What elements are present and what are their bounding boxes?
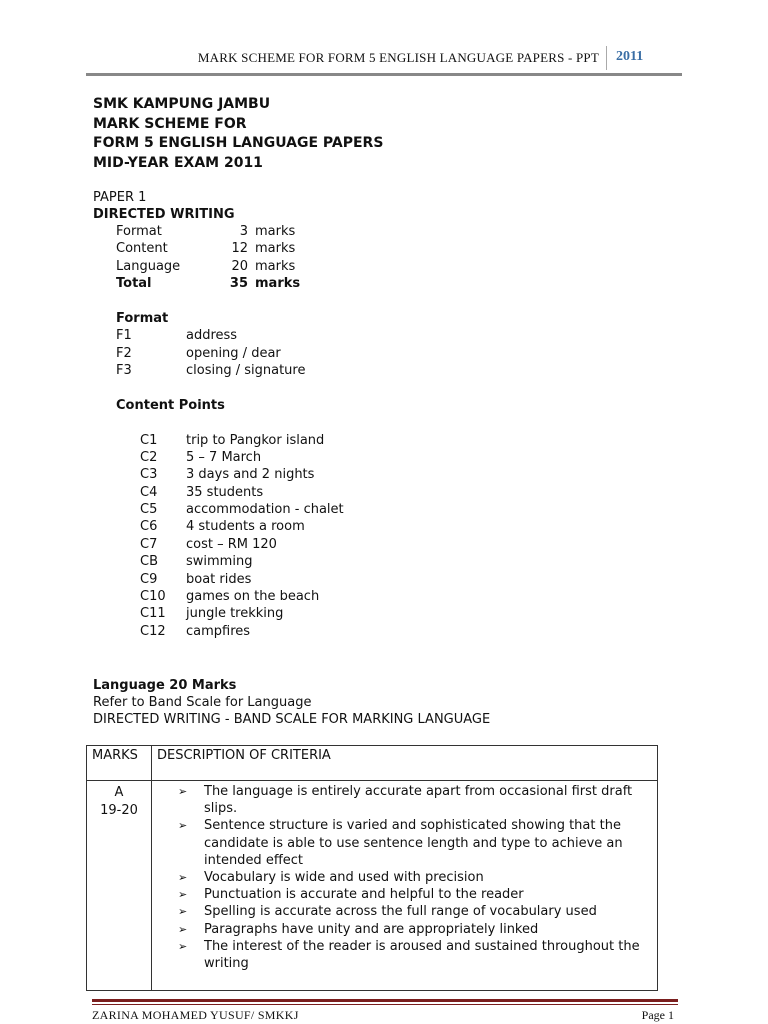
header-year: 2011 [616,49,644,64]
header-title: MARK SCHEME FOR FORM 5 ENGLISH LANGUAGE PAPERS - PPT [197,50,599,65]
content-code: C4 [140,485,158,500]
marks-total-value: 35 [229,276,248,291]
page-number: Page 1 [641,1008,674,1022]
format-text: closing / signature [186,363,306,378]
format-text: opening / dear [186,346,281,361]
page-header [86,44,682,74]
criteria-text: The interest of the reader is aroused and sustained throughout the writing [204,938,640,972]
content-code: C10 [140,589,166,604]
title-line: MARK SCHEME FOR [93,115,247,132]
content-code: C5 [140,502,158,517]
content-points-heading: Content Points [116,398,225,413]
content-text: jungle trekking [186,606,284,621]
content-text: swimming [186,554,253,569]
table-header-row [87,746,658,781]
language-heading: Language 20 Marks [93,678,237,693]
marks-column-header: MARKS [92,748,138,763]
arrow-bullet-icon: ➢ [178,939,188,953]
format-heading: Format [116,311,169,326]
header-divider [606,46,607,70]
criteria-list [152,781,657,972]
marks-unit: marks [255,259,296,274]
document-title [93,95,383,173]
criteria-item [178,783,651,817]
criteria-cell [152,781,658,991]
arrow-bullet-icon: ➢ [178,922,188,936]
grade-cell [87,781,152,991]
marks-label: Language [116,259,181,274]
criteria-text: The language is entirely accurate apart from occasional first draft slips. [204,784,633,817]
criteria-item [178,869,651,886]
format-code: F2 [116,346,132,361]
paper-label: PAPER 1 [93,190,147,205]
content-text: games on the beach [186,589,320,604]
language-refer: Refer to Band Scale for Language [93,695,312,710]
criteria-item [178,921,651,938]
criteria-text: Vocabulary is wide and used with precision [204,870,484,886]
arrow-bullet-icon: ➢ [178,819,188,833]
marks-total-label: Total [116,276,152,291]
marks-value: 3 [239,224,248,239]
title-line: SMK KAMPUNG JAMBU [93,96,271,112]
header-rule [86,73,682,76]
arrow-bullet-icon: ➢ [178,871,188,885]
criteria-text: Sentence structure is varied and sophisticated showing that the candidate is able to use sentence length and type to achieve an intended effect [204,818,623,868]
marks-unit: marks [255,224,296,239]
content-code: C7 [140,537,158,552]
format-code: F1 [116,328,132,343]
criteria-text: Punctuation is accurate and helpful to the reader [204,887,524,903]
content-text: trip to Pangkor island [186,433,325,448]
content-code: C1 [140,433,158,448]
content-text: accommodation - chalet [186,502,344,517]
content-text: 5 – 7 March [186,450,262,465]
content-text: 35 students [186,485,264,500]
content-text: campfires [186,624,251,639]
table-row [87,781,658,991]
grade-letter: A [114,785,124,800]
criteria-text: Spelling is accurate across the full range of vocabulary used [204,904,597,920]
marks-label: Format [116,224,162,239]
table-header-cell [87,746,152,781]
content-code: C12 [140,624,166,639]
marks-value: 20 [231,259,248,274]
grade-range: 19-20 [100,803,138,818]
arrow-bullet-icon: ➢ [178,785,188,798]
title-line: FORM 5 ENGLISH LANGUAGE PAPERS [93,135,384,151]
title-line: MID-YEAR EXAM 2011 [93,154,263,171]
footer-rule [92,999,678,1002]
content-code: C6 [140,519,158,534]
arrow-bullet-icon: ➢ [178,905,188,919]
footer-author: ZARINA MOHAMED YUSUF/ SMKKJ [92,1008,299,1022]
footer-rule [92,1004,678,1005]
content-code: C2 [140,450,158,465]
content-text: cost – RM 120 [186,537,277,552]
marks-label: Content [116,241,168,256]
content-code: C9 [140,572,158,587]
criteria-item [178,903,651,920]
criteria-item [178,886,651,903]
table-header-cell [152,746,658,781]
arrow-bullet-icon: ➢ [178,888,188,902]
format-code: F3 [116,363,132,378]
criteria-item [178,938,651,972]
marks-unit: marks [255,241,296,256]
content-code: C3 [140,467,158,482]
marks-total-unit: marks [255,276,301,291]
content-text: boat rides [186,572,252,587]
band-scale-table [86,745,658,991]
section-heading: DIRECTED WRITING [93,207,235,222]
criteria-column-header: DESCRIPTION OF CRITERIA [157,748,331,763]
content-text: 4 students a room [186,519,305,534]
content-text: 3 days and 2 nights [186,467,315,482]
format-text: address [186,328,238,343]
criteria-text: Paragraphs have unity and are appropriately linked [204,921,539,937]
criteria-item [178,817,651,869]
content-code: CB [140,554,158,569]
content-code: C11 [140,606,166,621]
band-scale-title: DIRECTED WRITING - BAND SCALE FOR MARKING LANGUAGE [93,712,491,727]
marks-value: 12 [231,241,248,256]
